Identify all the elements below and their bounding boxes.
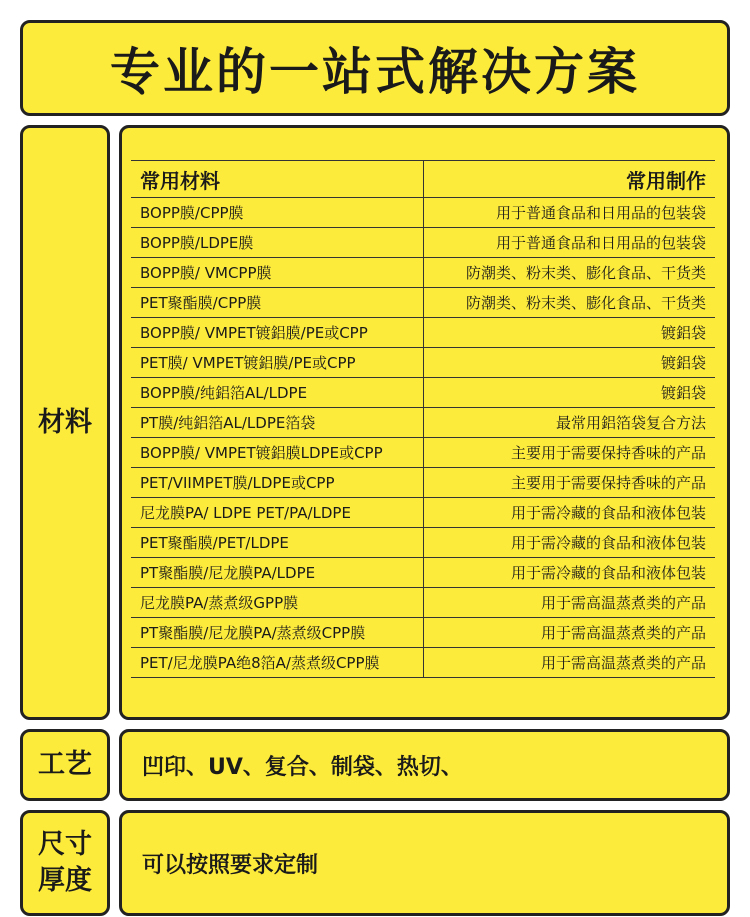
table-row [131, 438, 715, 468]
material-cell: PET膜/ VMPET镀鋁膜/PE或CPP [131, 348, 423, 378]
table-row [131, 348, 715, 378]
materials-label-panel [20, 125, 110, 720]
usage-cell: 用于需冷藏的食品和液体包装 [423, 498, 715, 528]
usage-cell: 防潮类、粉末类、膨化食品、干货类 [423, 258, 715, 288]
usage-cell: 用于需冷藏的食品和液体包装 [423, 558, 715, 588]
material-cell: PT聚酯膜/尼龙膜PA/LDPE [131, 558, 423, 588]
craft-text: 凹印、UV、复合、制袋、热切、 [142, 754, 463, 780]
table-row [131, 558, 715, 588]
material-cell: 尼龙膜PA/ LDPE PET/PA/LDPE [131, 498, 423, 528]
usage-cell: 用于普通食品和日用品的包装袋 [423, 198, 715, 228]
thickness-label-line2: 厚度 [38, 865, 92, 896]
material-cell: BOPP膜/CPP膜 [131, 198, 423, 228]
material-cell: BOPP膜/ VMPET镀鋁膜/PE或CPP [131, 318, 423, 348]
title-banner [20, 20, 730, 116]
table-row [131, 498, 715, 528]
table-row [131, 588, 715, 618]
thickness-text: 可以按照要求定制 [142, 852, 319, 878]
thickness-panel [119, 810, 730, 916]
material-cell: BOPP膜/纯鋁箔AL/LDPE [131, 378, 423, 408]
material-cell: BOPP膜/LDPE膜 [131, 228, 423, 258]
craft-label: 工艺 [38, 749, 92, 780]
materials-label: 材料 [38, 406, 92, 438]
table-row [131, 528, 715, 558]
material-cell: PET/尼龙膜PA绝8箔A/蒸煮级CPP膜 [131, 648, 423, 678]
table-row [131, 648, 715, 678]
usage-cell: 镀鋁袋 [423, 348, 715, 378]
table-header-row [131, 161, 715, 198]
material-cell: BOPP膜/ VMPET镀鋁膜LDPE或CPP [131, 438, 423, 468]
table-row [131, 378, 715, 408]
usage-cell: 用于需冷藏的食品和液体包装 [423, 528, 715, 558]
thickness-label-line1: 尺寸 [38, 829, 92, 860]
table-row [131, 228, 715, 258]
usage-cell: 主要用于需要保持香味的产品 [423, 468, 715, 498]
table-row [131, 618, 715, 648]
header-common-materials: 常用材料 [131, 161, 423, 198]
table-row [131, 318, 715, 348]
page-title: 专业的一站式解决方案 [110, 43, 640, 101]
usage-cell: 用于需高温蒸煮类的产品 [423, 618, 715, 648]
usage-cell: 镀鋁袋 [423, 318, 715, 348]
usage-cell: 主要用于需要保持香味的产品 [423, 438, 715, 468]
usage-cell: 最常用鋁箔袋复合方法 [423, 408, 715, 438]
header-common-production: 常用制作 [423, 161, 715, 198]
material-cell: 尼龙膜PA/蒸煮级GPP膜 [131, 588, 423, 618]
material-cell: BOPP膜/ VMCPP膜 [131, 258, 423, 288]
usage-cell: 用于普通食品和日用品的包装袋 [423, 228, 715, 258]
materials-table-body [131, 198, 715, 678]
materials-table [131, 160, 715, 678]
usage-cell: 防潮类、粉末类、膨化食品、干货类 [423, 288, 715, 318]
material-cell: PET聚酯膜/CPP膜 [131, 288, 423, 318]
material-cell: PT聚酯膜/尼龙膜PA/蒸煮级CPP膜 [131, 618, 423, 648]
material-cell: PET聚酯膜/PET/LDPE [131, 528, 423, 558]
usage-cell: 用于需高温蒸煮类的产品 [423, 648, 715, 678]
usage-cell: 用于需高温蒸煮类的产品 [423, 588, 715, 618]
table-row [131, 198, 715, 228]
table-row [131, 468, 715, 498]
usage-cell: 镀鋁袋 [423, 378, 715, 408]
craft-label-panel [20, 729, 110, 801]
craft-panel [119, 729, 730, 801]
material-cell: PET/VIIMPET膜/LDPE或CPP [131, 468, 423, 498]
table-row [131, 408, 715, 438]
table-row [131, 258, 715, 288]
thickness-label-panel [20, 810, 110, 916]
material-cell: PT膜/纯鋁箔AL/LDPE箔袋 [131, 408, 423, 438]
table-row [131, 288, 715, 318]
